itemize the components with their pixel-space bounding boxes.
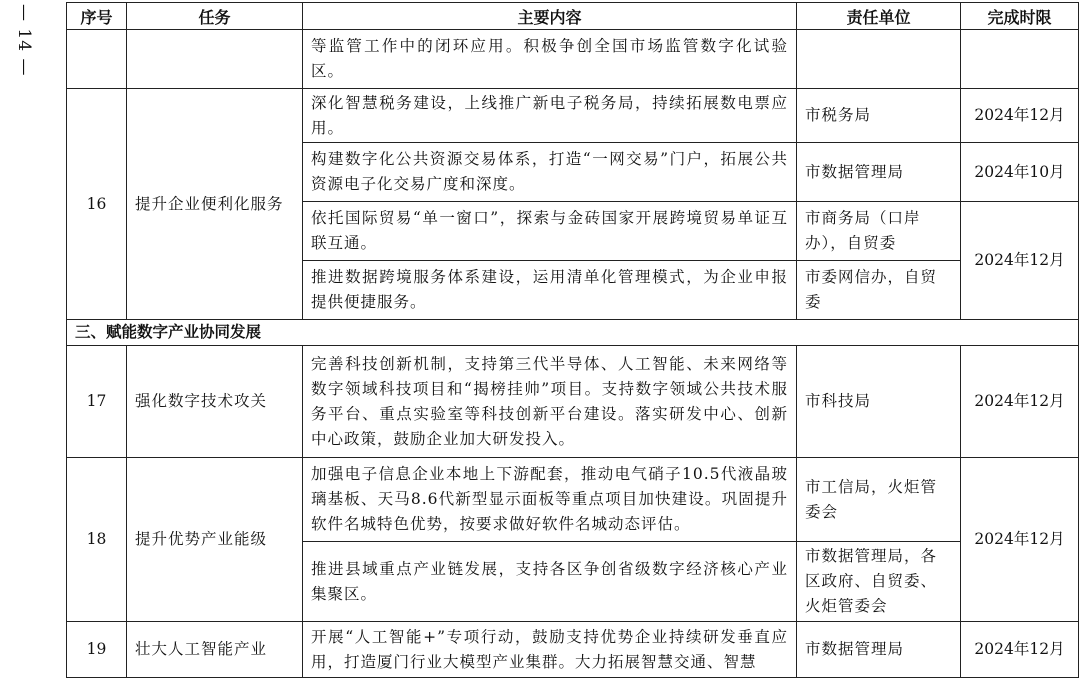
section-row bbox=[67, 320, 1079, 346]
header-task: 任务 bbox=[127, 3, 303, 30]
cell-task bbox=[127, 30, 303, 89]
cell-content: 构建数字化公共资源交易体系，打造“一网交易”门户，拓展公共资源电子化交易广度和深度。 bbox=[303, 143, 797, 202]
table-row bbox=[67, 30, 1079, 89]
cell-deadline: 2024年12月 bbox=[961, 202, 1079, 320]
cell-unit: 市委网信办，自贸委 bbox=[797, 261, 961, 320]
cell-deadline bbox=[961, 30, 1079, 89]
cell-content: 推进数据跨境服务体系建设，运用清单化管理模式，为企业申报提供便捷服务。 bbox=[303, 261, 797, 320]
cell-unit: 市科技局 bbox=[797, 346, 961, 458]
cell-content: 深化智慧税务建设，上线推广新电子税务局，持续拓展数电票应用。 bbox=[303, 89, 797, 143]
table-row bbox=[67, 622, 1079, 678]
cell-content: 推进县域重点产业链发展，支持各区争创省级数字经济核心产业集聚区。 bbox=[303, 542, 797, 622]
cell-task: 壮大人工智能产业 bbox=[127, 622, 303, 678]
cell-unit bbox=[797, 30, 961, 89]
cell-task: 提升优势产业能级 bbox=[127, 458, 303, 622]
cell-deadline: 2024年12月 bbox=[961, 622, 1079, 678]
cell-content: 依托国际贸易“单一窗口”，探索与金砖国家开展跨境贸易单证互联互通。 bbox=[303, 202, 797, 261]
cell-seq: 18 bbox=[67, 458, 127, 622]
cell-seq: 17 bbox=[67, 346, 127, 458]
cell-task: 强化数字技术攻关 bbox=[127, 346, 303, 458]
section-title: 三、赋能数字产业协同发展 bbox=[67, 320, 1079, 346]
cell-seq: 16 bbox=[67, 89, 127, 320]
cell-unit: 市数据管理局 bbox=[797, 622, 961, 678]
cell-content: 加强电子信息企业本地上下游配套，推动电气硝子10.5代液晶玻璃基板、天马8.6代新型显示面板等重点项目加快建设。巩固提升软件名城特色优势，按要求做好软件名城动态评估。 bbox=[303, 458, 797, 542]
header-seq: 序号 bbox=[67, 3, 127, 30]
cell-content: 完善科技创新机制，支持第三代半导体、人工智能、未来网络等数字领域科技项目和“揭榜挂帅”项目。支持数字领域公共技术服务平台、重点实验室等科技创新平台建设。落实研发中心、创新中心政策，鼓励企业加大研发投入。 bbox=[303, 346, 797, 458]
cell-deadline: 2024年10月 bbox=[961, 143, 1079, 202]
cell-deadline: 2024年12月 bbox=[961, 89, 1079, 143]
cell-content: 等监管工作中的闭环应用。积极争创全国市场监管数字化试验区。 bbox=[303, 30, 797, 89]
cell-unit: 市商务局（口岸办），自贸委 bbox=[797, 202, 961, 261]
header-deadline: 完成时限 bbox=[961, 3, 1079, 30]
cell-unit: 市数据管理局，各区政府、自贸委、火炬管委会 bbox=[797, 542, 961, 622]
table-row bbox=[67, 458, 1079, 542]
table-row bbox=[67, 346, 1079, 458]
task-table bbox=[66, 2, 1079, 678]
cell-seq bbox=[67, 30, 127, 89]
cell-unit: 市税务局 bbox=[797, 89, 961, 143]
header-row bbox=[67, 3, 1079, 30]
page-number-margin bbox=[0, 0, 34, 694]
cell-deadline: 2024年12月 bbox=[961, 458, 1079, 622]
cell-deadline: 2024年12月 bbox=[961, 346, 1079, 458]
header-unit: 责任单位 bbox=[797, 3, 961, 30]
cell-task: 提升企业便利化服务 bbox=[127, 89, 303, 320]
cell-seq: 19 bbox=[67, 622, 127, 678]
header-content: 主要内容 bbox=[303, 3, 797, 30]
cell-unit: 市工信局，火炬管委会 bbox=[797, 458, 961, 542]
table-row bbox=[67, 89, 1079, 143]
cell-content: 开展“人工智能+”专项行动，鼓励支持优势企业持续研发垂直应用，打造厦门行业大模型产业集群。大力拓展智慧交通、智慧 bbox=[303, 622, 797, 678]
cell-unit: 市数据管理局 bbox=[797, 143, 961, 202]
page-number: — 14 — bbox=[14, 4, 34, 77]
